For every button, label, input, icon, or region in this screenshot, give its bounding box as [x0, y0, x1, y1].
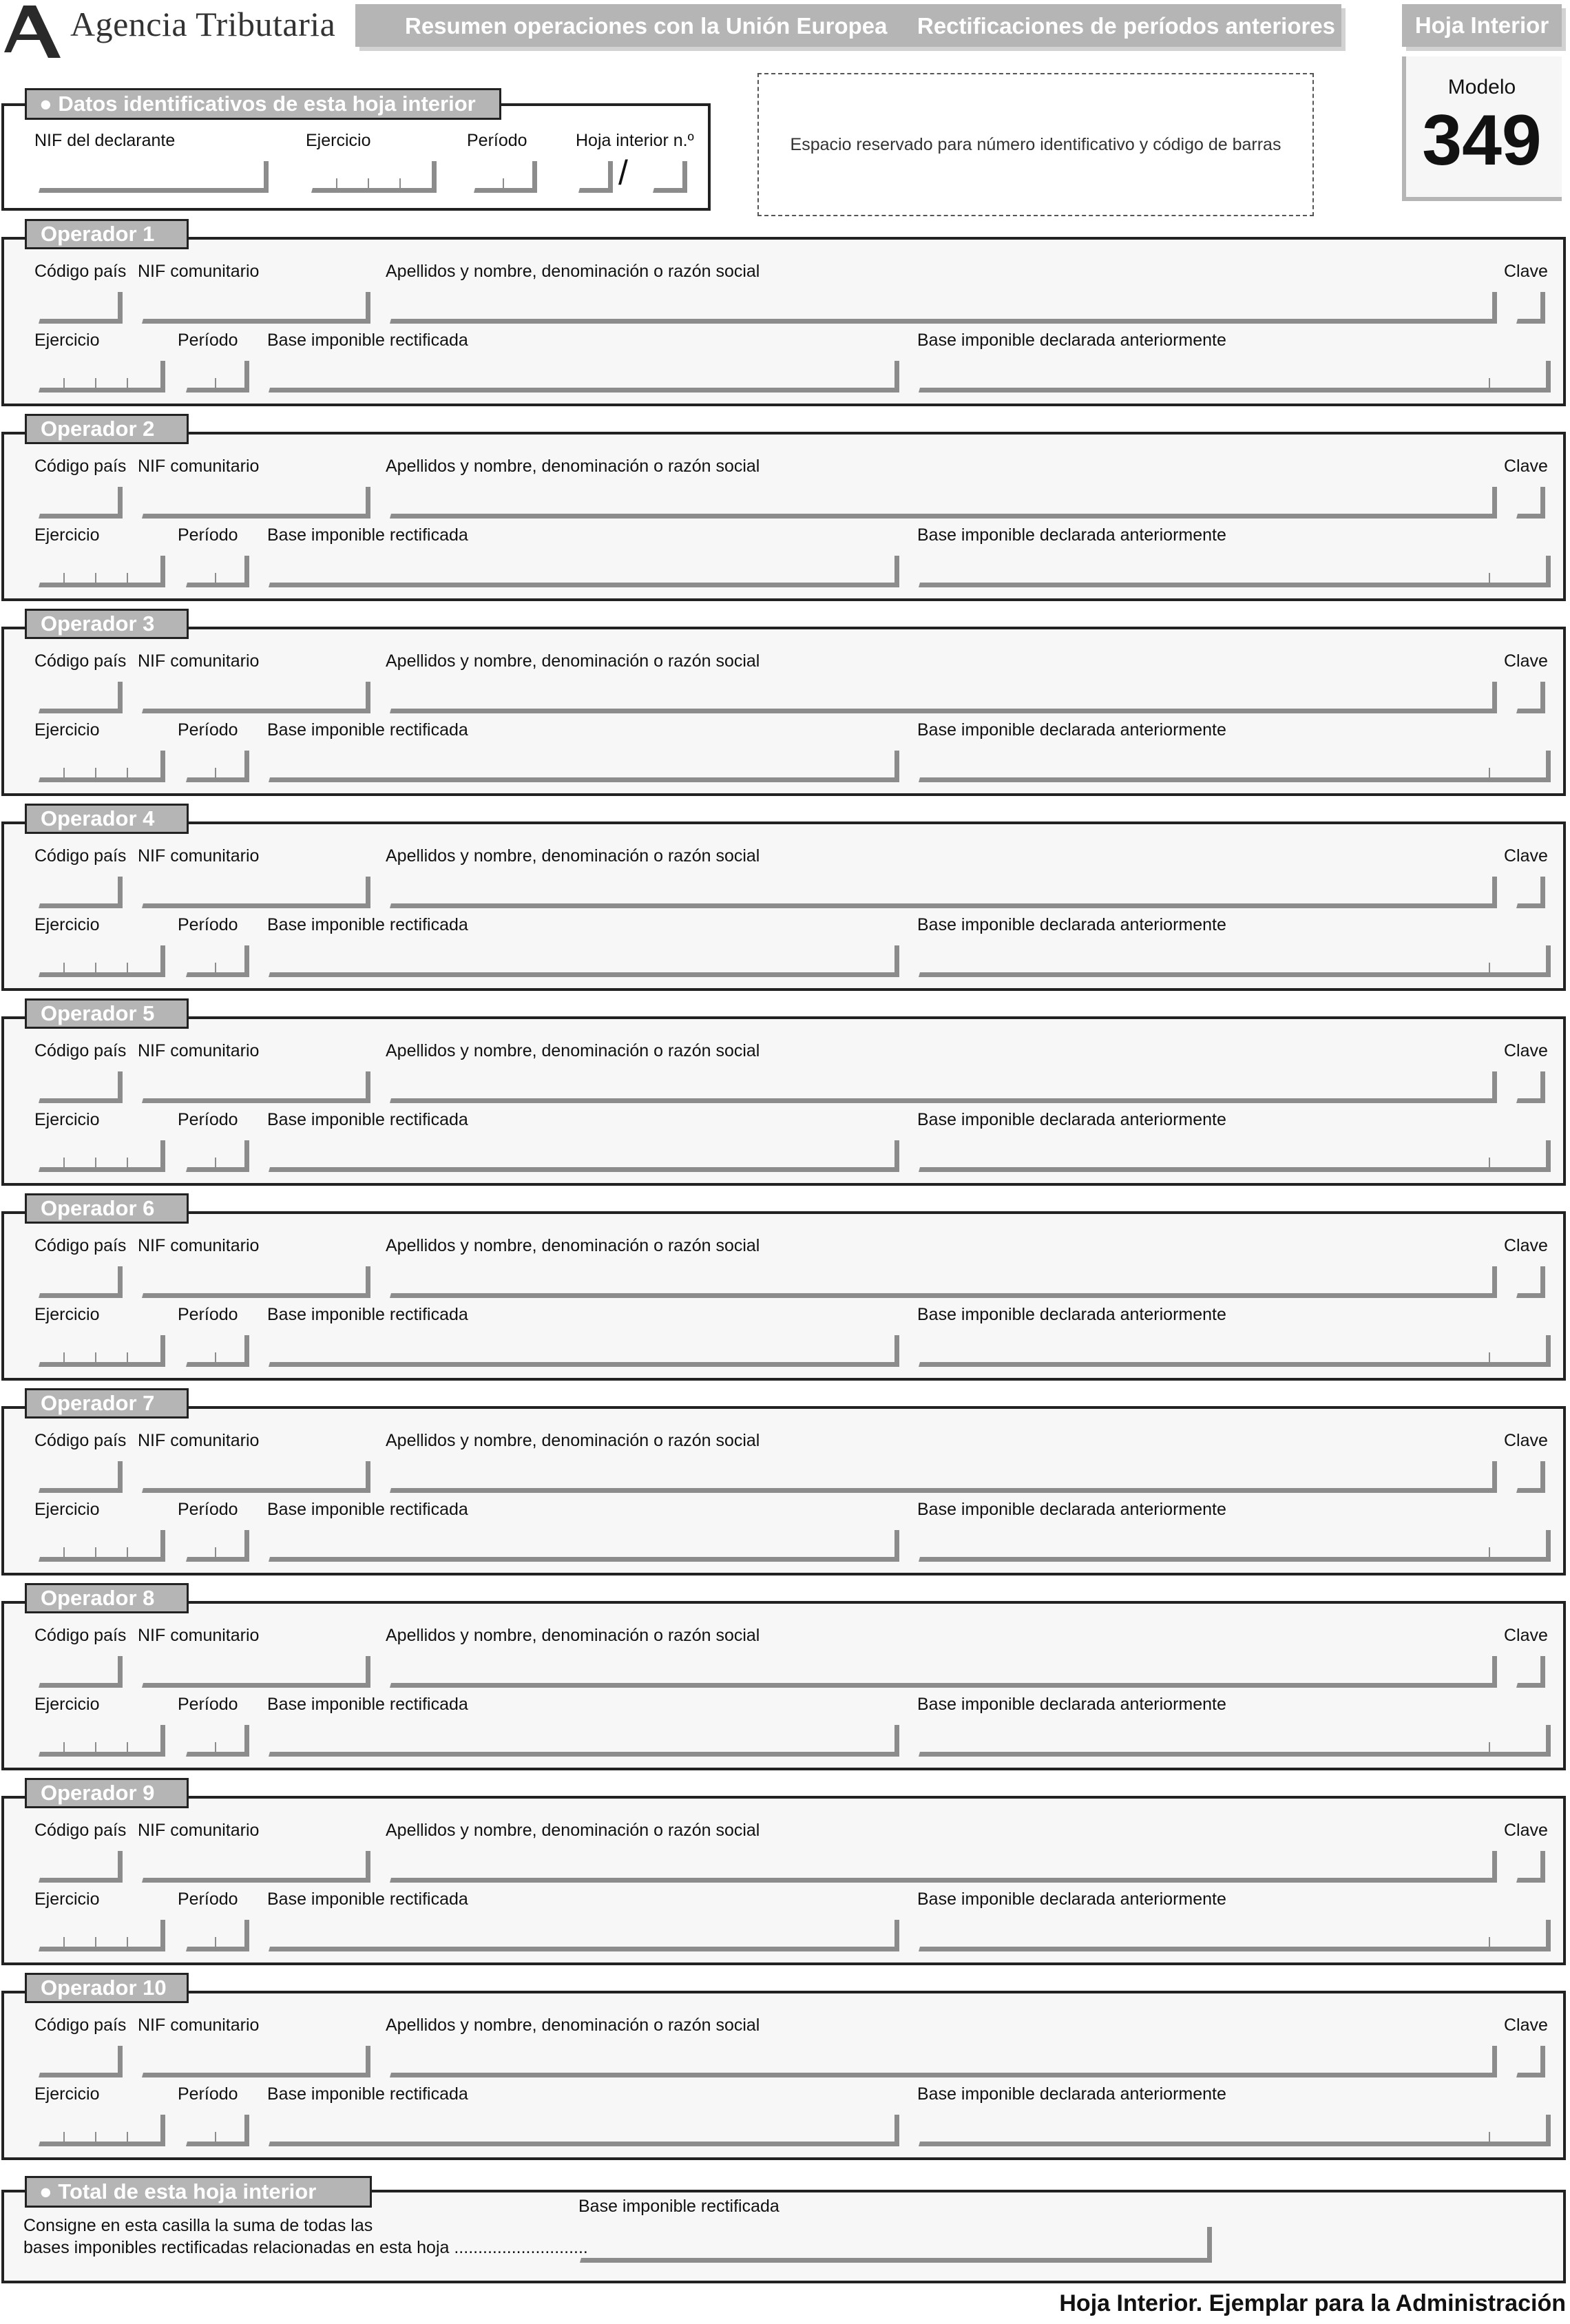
field-divider [1489, 1158, 1490, 1167]
field-divider [63, 1547, 65, 1557]
base-declarada-label: Base imponible declarada anteriormente [917, 525, 1226, 545]
base-rectificada-field[interactable] [269, 2115, 899, 2146]
field-divider [215, 1937, 216, 1947]
ejercicio-label: Ejercicio [34, 720, 100, 740]
bullet-icon: ● [39, 92, 59, 116]
periodo-field[interactable] [186, 945, 249, 977]
ejercicio-label: Ejercicio [34, 915, 100, 934]
codigo-pais-field[interactable] [39, 1461, 123, 1493]
total-instruction-line2: bases imponibles rectificadas relacionadas en esta hoja ............................ [23, 2238, 588, 2257]
nif-comunitario-field[interactable] [142, 2046, 370, 2077]
slash-separator: / [618, 154, 628, 192]
operator-tab: Operador 10 [25, 1973, 189, 2003]
base-rectificada-label: Base imponible rectificada [267, 1110, 468, 1129]
codigo-pais-label: Código país [34, 1431, 127, 1450]
nif-comunitario-label: NIF comunitario [138, 262, 260, 281]
periodo-field[interactable] [186, 1725, 249, 1757]
clave-field[interactable] [1516, 1851, 1545, 1883]
periodo-label: Período [178, 1110, 238, 1129]
bullet-icon: ● [39, 2179, 59, 2203]
clave-label: Clave [1504, 1821, 1548, 1840]
operator-tab: Operador 4 [25, 804, 189, 834]
apellidos-field[interactable] [390, 682, 1497, 713]
field-divider [127, 1937, 128, 1947]
ejercicio-label: Ejercicio [306, 131, 371, 150]
apellidos-label: Apellidos y nombre, denominación o razón social [386, 651, 760, 671]
apellidos-field[interactable] [390, 1071, 1497, 1103]
field-divider [215, 1158, 216, 1167]
field-divider [1489, 1742, 1490, 1752]
periodo-field[interactable] [474, 161, 537, 193]
nif-comunitario-label: NIF comunitario [138, 1431, 260, 1450]
operator-tab: Operador 2 [25, 414, 189, 444]
field-divider [215, 963, 216, 972]
base-declarada-field[interactable] [919, 945, 1551, 977]
ejercicio-field[interactable] [39, 2115, 165, 2146]
apellidos-label: Apellidos y nombre, denominación o razón social [386, 846, 760, 866]
base-rectificada-label: Base imponible rectificada [267, 331, 468, 350]
nif-comunitario-label: NIF comunitario [138, 457, 260, 476]
nif-comunitario-field[interactable] [142, 1851, 370, 1883]
ident-tab [25, 88, 501, 120]
field-divider [215, 1547, 216, 1557]
periodo-label: Período [178, 1500, 238, 1519]
base-declarada-field[interactable] [919, 1920, 1551, 1951]
field-divider [63, 2132, 65, 2142]
base-declarada-field[interactable] [919, 2115, 1551, 2146]
nif-comunitario-label: NIF comunitario [138, 1626, 260, 1645]
field-divider [95, 1158, 96, 1167]
total-tab-label: Total de esta hoja interior [58, 2179, 317, 2203]
ejercicio-field[interactable] [39, 1725, 165, 1757]
footer-label: Hoja Interior. Ejemplar para la Administración [1059, 2290, 1566, 2316]
nif-comunitario-field[interactable] [142, 1266, 370, 1298]
clave-field[interactable] [1516, 292, 1545, 324]
periodo-field[interactable] [186, 1140, 249, 1172]
field-divider [95, 1937, 96, 1947]
field-divider [1489, 1937, 1490, 1947]
field-divider [1489, 573, 1490, 583]
nif-comunitario-field[interactable] [142, 292, 370, 324]
ejercicio-field[interactable] [39, 1920, 165, 1951]
field-divider [95, 768, 96, 777]
field-divider [127, 1547, 128, 1557]
periodo-label: Período [178, 2084, 238, 2104]
barcode-area [757, 73, 1314, 216]
base-declarada-label: Base imponible declarada anteriormente [917, 720, 1226, 740]
clave-field[interactable] [1516, 1656, 1545, 1688]
base-rectificada-label: Base imponible rectificada [267, 1500, 468, 1519]
periodo-label: Período [178, 720, 238, 740]
base-rectificada-label: Base imponible rectificada [267, 1889, 468, 1909]
field-divider [1489, 963, 1490, 972]
total-base-label: Base imponible rectificada [578, 2197, 779, 2216]
codigo-pais-label: Código país [34, 1626, 127, 1645]
periodo-field[interactable] [186, 1335, 249, 1367]
ejercicio-field[interactable] [311, 161, 437, 193]
field-divider [127, 2132, 128, 2142]
base-declarada-field[interactable] [919, 751, 1551, 782]
clave-field[interactable] [1516, 487, 1545, 519]
field-divider [215, 1352, 216, 1362]
codigo-pais-field[interactable] [39, 1851, 123, 1883]
base-rectificada-field[interactable] [269, 751, 899, 782]
field-divider [127, 963, 128, 972]
apellidos-field[interactable] [390, 292, 1497, 324]
ejercicio-label: Ejercicio [34, 1695, 100, 1714]
field-divider [215, 768, 216, 777]
field-divider [95, 1547, 96, 1557]
nif-comunitario-field[interactable] [142, 877, 370, 908]
clave-label: Clave [1504, 457, 1548, 476]
clave-label: Clave [1504, 1431, 1548, 1450]
apellidos-field[interactable] [390, 1851, 1497, 1883]
field-divider [63, 768, 65, 777]
operator-tab: Operador 6 [25, 1193, 189, 1224]
title-left: Resumen operaciones con la Unión Europea [405, 13, 888, 39]
modelo-number: 349 [1422, 101, 1542, 180]
apellidos-label: Apellidos y nombre, denominación o razón social [386, 1041, 760, 1060]
apellidos-label: Apellidos y nombre, denominación o razón social [386, 457, 760, 476]
ejercicio-field[interactable] [39, 751, 165, 782]
codigo-pais-field[interactable] [39, 1266, 123, 1298]
base-declarada-field[interactable] [919, 1530, 1551, 1562]
field-divider [127, 768, 128, 777]
codigo-pais-field[interactable] [39, 292, 123, 324]
periodo-field[interactable] [186, 556, 249, 587]
apellidos-field[interactable] [390, 1266, 1497, 1298]
base-declarada-field[interactable] [919, 1140, 1551, 1172]
codigo-pais-field[interactable] [39, 877, 123, 908]
periodo-label: Período [178, 1695, 238, 1714]
ejercicio-field[interactable] [39, 556, 165, 587]
apellidos-field[interactable] [390, 1461, 1497, 1493]
clave-field[interactable] [1516, 1461, 1545, 1493]
base-declarada-label: Base imponible declarada anteriormente [917, 2084, 1226, 2104]
operator-tab: Operador 5 [25, 998, 189, 1029]
base-declarada-field[interactable] [919, 1335, 1551, 1367]
base-rectificada-label: Base imponible rectificada [267, 1305, 468, 1324]
apellidos-label: Apellidos y nombre, denominación o razón social [386, 1821, 760, 1840]
clave-label: Clave [1504, 1236, 1548, 1255]
field-divider [63, 963, 65, 972]
field-divider [1489, 768, 1490, 777]
total-instruction-line1: Consigne en esta casilla la suma de todas las [23, 2216, 373, 2235]
base-declarada-label: Base imponible declarada anteriormente [917, 1110, 1226, 1129]
periodo-field[interactable] [186, 361, 249, 392]
base-declarada-label: Base imponible declarada anteriormente [917, 1305, 1226, 1324]
nif-comunitario-label: NIF comunitario [138, 1041, 260, 1060]
apellidos-label: Apellidos y nombre, denominación o razón social [386, 2016, 760, 2035]
periodo-label: Período [178, 331, 238, 350]
nif-comunitario-field[interactable] [142, 1461, 370, 1493]
nif-comunitario-label: NIF comunitario [138, 1821, 260, 1840]
modelo-label: Modelo [1447, 76, 1516, 98]
periodo-label: Período [178, 1305, 238, 1324]
apellidos-field[interactable] [390, 2046, 1497, 2077]
agency-name: Agencia Tributaria [70, 5, 336, 43]
field-divider [1489, 1547, 1490, 1557]
agency-logo-icon [3, 4, 62, 59]
hoja-total-field[interactable] [653, 161, 687, 193]
codigo-pais-label: Código país [34, 1041, 127, 1060]
hoja-interior-tab: Hoja Interior [1402, 4, 1562, 47]
clave-label: Clave [1504, 1041, 1548, 1060]
base-declarada-field[interactable] [919, 361, 1551, 392]
field-divider [127, 1352, 128, 1362]
codigo-pais-field[interactable] [39, 682, 123, 713]
clave-field[interactable] [1516, 1071, 1545, 1103]
title-right: Rectificaciones de períodos anteriores [917, 13, 1336, 39]
periodo-field[interactable] [186, 1920, 249, 1951]
clave-label: Clave [1504, 651, 1548, 671]
nif-comunitario-label: NIF comunitario [138, 2016, 260, 2035]
base-declarada-label: Base imponible declarada anteriormente [917, 1500, 1226, 1519]
field-divider [63, 573, 65, 583]
periodo-label: Período [178, 1889, 238, 1909]
field-divider [95, 573, 96, 583]
ejercicio-label: Ejercicio [34, 1889, 100, 1909]
field-divider [127, 573, 128, 583]
field-divider [95, 378, 96, 388]
field-divider [95, 963, 96, 972]
base-rectificada-field[interactable] [269, 1725, 899, 1757]
nif-comunitario-label: NIF comunitario [138, 1236, 260, 1255]
total-tab [25, 2176, 372, 2208]
ejercicio-field[interactable] [39, 945, 165, 977]
codigo-pais-label: Código país [34, 1236, 127, 1255]
codigo-pais-label: Código país [34, 846, 127, 866]
total-base-field[interactable] [580, 2227, 1212, 2263]
codigo-pais-label: Código país [34, 1821, 127, 1840]
clave-field[interactable] [1516, 2046, 1545, 2077]
apellidos-field[interactable] [390, 1656, 1497, 1688]
codigo-pais-field[interactable] [39, 2046, 123, 2077]
ejercicio-label: Ejercicio [34, 1500, 100, 1519]
base-declarada-label: Base imponible declarada anteriormente [917, 331, 1226, 350]
field-divider [215, 1742, 216, 1752]
base-rectificada-field[interactable] [269, 1530, 899, 1562]
nif-comunitario-field[interactable] [142, 1071, 370, 1103]
clave-label: Clave [1504, 846, 1548, 866]
field-divider [63, 1937, 65, 1947]
nif-declarante-field[interactable] [39, 161, 269, 193]
field-divider [95, 1742, 96, 1752]
base-rectificada-field[interactable] [269, 556, 899, 587]
ejercicio-field[interactable] [39, 361, 165, 392]
clave-label: Clave [1504, 2016, 1548, 2035]
operator-tab: Operador 1 [25, 219, 189, 249]
base-rectificada-field[interactable] [269, 1335, 899, 1367]
base-declarada-field[interactable] [919, 1725, 1551, 1757]
nif-comunitario-label: NIF comunitario [138, 846, 260, 866]
periodo-label: Período [178, 525, 238, 545]
operator-tab: Operador 9 [25, 1778, 189, 1808]
codigo-pais-label: Código país [34, 262, 127, 281]
field-divider [127, 378, 128, 388]
operator-tab: Operador 7 [25, 1388, 189, 1419]
field-divider [215, 573, 216, 583]
apellidos-label: Apellidos y nombre, denominación o razón social [386, 262, 760, 281]
nif-declarante-label: NIF del declarante [34, 131, 176, 150]
field-divider [215, 2132, 216, 2142]
clave-label: Clave [1504, 262, 1548, 281]
clave-field[interactable] [1516, 877, 1545, 908]
apellidos-field[interactable] [390, 487, 1497, 519]
base-rectificada-field[interactable] [269, 361, 899, 392]
field-divider [63, 378, 65, 388]
clave-label: Clave [1504, 1626, 1548, 1645]
ejercicio-label: Ejercicio [34, 525, 100, 545]
operator-tab: Operador 8 [25, 1583, 189, 1613]
field-divider [63, 1742, 65, 1752]
base-rectificada-label: Base imponible rectificada [267, 2084, 468, 2104]
base-rectificada-field[interactable] [269, 1920, 899, 1951]
field-divider [1489, 1352, 1490, 1362]
field-divider [215, 378, 216, 388]
ejercicio-field[interactable] [39, 1335, 165, 1367]
ejercicio-field[interactable] [39, 1140, 165, 1172]
codigo-pais-label: Código país [34, 651, 127, 671]
base-rectificada-field[interactable] [269, 1140, 899, 1172]
ejercicio-label: Ejercicio [34, 1305, 100, 1324]
base-rectificada-label: Base imponible rectificada [267, 720, 468, 740]
codigo-pais-field[interactable] [39, 487, 123, 519]
apellidos-label: Apellidos y nombre, denominación o razón social [386, 1431, 760, 1450]
base-rectificada-field[interactable] [269, 945, 899, 977]
periodo-field[interactable] [186, 2115, 249, 2146]
field-divider [1489, 378, 1490, 388]
field-divider [127, 1158, 128, 1167]
nif-comunitario-field[interactable] [142, 682, 370, 713]
hoja-numero-field[interactable] [578, 161, 613, 193]
ejercicio-label: Ejercicio [34, 331, 100, 350]
codigo-pais-label: Código país [34, 457, 127, 476]
base-rectificada-label: Base imponible rectificada [267, 915, 468, 934]
field-divider [95, 1352, 96, 1362]
apellidos-field[interactable] [390, 877, 1497, 908]
codigo-pais-field[interactable] [39, 1656, 123, 1688]
clave-field[interactable] [1516, 1266, 1545, 1298]
ejercicio-label: Ejercicio [34, 1110, 100, 1129]
base-declarada-label: Base imponible declarada anteriormente [917, 1695, 1226, 1714]
base-rectificada-label: Base imponible rectificada [267, 525, 468, 545]
base-declarada-label: Base imponible declarada anteriormente [917, 915, 1226, 934]
title-bar [355, 4, 1341, 47]
field-divider [63, 1352, 65, 1362]
field-divider [63, 1158, 65, 1167]
ejercicio-field[interactable] [39, 1530, 165, 1562]
nif-comunitario-field[interactable] [142, 487, 370, 519]
operator-tab: Operador 3 [25, 609, 189, 639]
ident-tab-label: Datos identificativos de esta hoja interior [58, 92, 476, 116]
apellidos-label: Apellidos y nombre, denominación o razón social [386, 1626, 760, 1645]
hoja-interior-label: Hoja interior n.º [576, 131, 694, 150]
apellidos-label: Apellidos y nombre, denominación o razón social [386, 1236, 760, 1255]
field-divider [127, 1742, 128, 1752]
base-declarada-label: Base imponible declarada anteriormente [917, 1889, 1226, 1909]
periodo-field[interactable] [186, 1530, 249, 1562]
codigo-pais-label: Código país [34, 2016, 127, 2035]
ejercicio-label: Ejercicio [34, 2084, 100, 2104]
clave-field[interactable] [1516, 682, 1545, 713]
nif-comunitario-field[interactable] [142, 1656, 370, 1688]
periodo-label: Período [467, 131, 527, 150]
field-divider [1489, 2132, 1490, 2142]
barcode-text: Espacio reservado para número identificativo y código de barras [790, 134, 1281, 154]
field-divider [95, 2132, 96, 2142]
base-declarada-field[interactable] [919, 556, 1551, 587]
periodo-label: Período [178, 915, 238, 934]
periodo-field[interactable] [186, 751, 249, 782]
base-rectificada-label: Base imponible rectificada [267, 1695, 468, 1714]
codigo-pais-field[interactable] [39, 1071, 123, 1103]
nif-comunitario-label: NIF comunitario [138, 651, 260, 671]
